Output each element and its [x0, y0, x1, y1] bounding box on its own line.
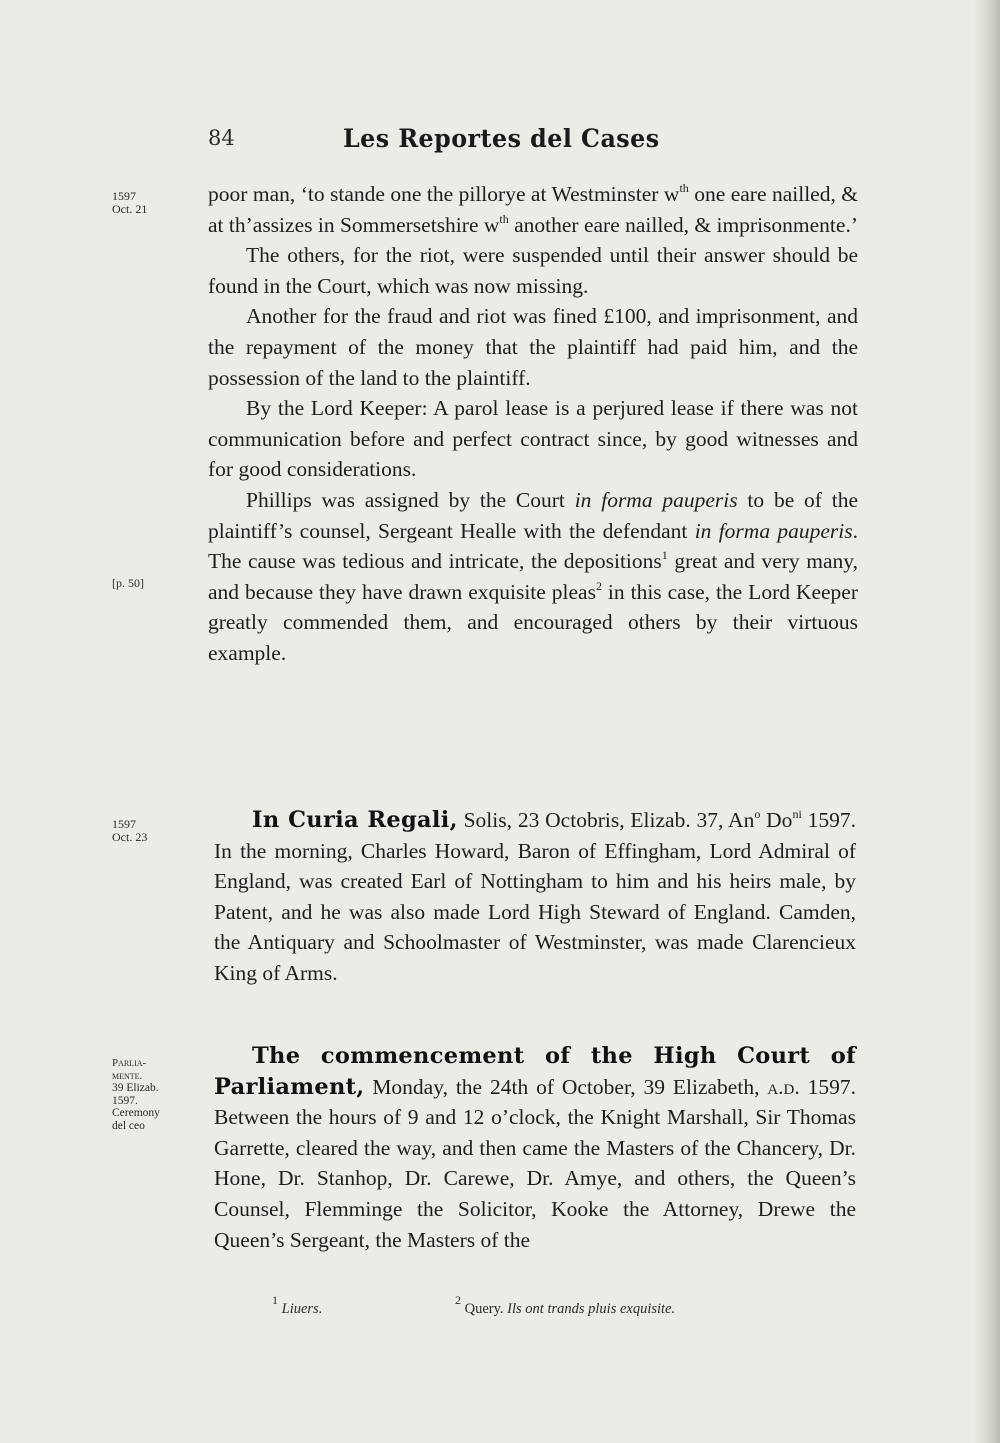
page-edge-shadow [974, 0, 1000, 1443]
margin-note-date: Oct. 21 [112, 202, 148, 216]
blackletter-heading: The commencement of the High Court of Parliament, [214, 1043, 856, 1100]
footnote-2 [455, 1293, 676, 1318]
margin-note-parliament [112, 1057, 160, 1132]
text-run: in this case, the Lord Keeper greatly commended them, and encouraged others by their virtuous example. [208, 579, 858, 665]
margin-note-text: [p. 50] [112, 576, 144, 590]
text-run: another eare nailled, & imprisonmente.’ [508, 212, 858, 237]
superscript: th [499, 211, 509, 226]
page-number: 84 [208, 126, 235, 150]
text-run: great and very many, and because they have drawn exquisite pleas [208, 549, 858, 604]
page-header [208, 126, 858, 166]
running-title: Les Reportes del Cases [343, 124, 660, 153]
paragraph-3: Another for the fraud and riot was fined £100, and imprisonment, and the repayment of the money that the plaintiff had paid him, and the possession of the land to the plaintiff. [208, 304, 858, 390]
margin-note-date: Oct. 23 [112, 830, 148, 844]
footnote-ref: 2 [595, 578, 602, 593]
superscript: th [679, 181, 689, 195]
footnote-text: Liuers. [281, 1301, 323, 1317]
text-run: to be of the plaintiff’s counsel, Sergeant Healle with the defendant [208, 487, 859, 543]
italic-phrase: in forma pauperis [694, 518, 853, 543]
text-run: Solis, 23 Octobris, Elizab. 37, An [457, 808, 755, 832]
text-run: 1597. In the morning, Charles Howard, Baron of Effingham, Lord Admiral of England, was created Earl of Nottingham to him and his heirs male, by Patent, and he was also made Lord High Steward of England. Camden, the Antiquary and Schoolmaster of Westminster, was made Clarencieux King of Arms. [214, 808, 856, 985]
footnote-italic: Ils ont trands pluis exquisite. [507, 1301, 676, 1317]
paragraph-curia-regali [214, 805, 856, 989]
footnote-text: Query. [464, 1301, 508, 1317]
superscript: ni [792, 807, 802, 821]
footnote-1 [272, 1293, 323, 1318]
margin-note-date-1 [112, 190, 147, 216]
text-block-2 [214, 805, 856, 989]
margin-note-year: 1597 [112, 189, 136, 203]
text-block-3 [214, 1041, 856, 1255]
margin-note-line: mente. [112, 1069, 143, 1082]
small-caps-text: a.d. [767, 1074, 800, 1099]
text-run: . The cause was tedious and intricate, the depositions [208, 518, 858, 574]
text-run: Do [760, 808, 793, 832]
margin-note-page-ref [112, 577, 144, 590]
margin-note-line: 1597. [112, 1094, 138, 1107]
margin-note-date-2 [112, 818, 147, 844]
blackletter-heading: In Curia Regali, [252, 807, 458, 833]
footnote-mark: 2 [455, 1293, 461, 1307]
margin-note-line: Ceremony [112, 1107, 160, 1119]
text-run: one eare nailled, & at th’assizes in Sommersetshire w [208, 182, 859, 237]
margin-note-line: del ceo [112, 1119, 145, 1132]
margin-note-year: 1597 [112, 817, 136, 831]
text-block-1 [208, 179, 858, 669]
text-run: poor man, ‘to stande one the pillorye at Westminster w [208, 182, 680, 206]
text-run: 1597. Between the hours of 9 and 12 o’clock, the Knight Marshall, Sir Thomas Garrette, cleared the way, and then came the Masters of the Chancery, Dr. Hone, Dr. Stanhop, Dr. Carewe, Dr. Amye, and others, the Queen’s Counsel, Flemminge the Solicitor, Kooke the Attorney, Drewe the Queen’s Sergeant, the Masters of the [214, 1074, 857, 1252]
italic-phrase: in forma pauperis [574, 487, 738, 512]
text-run: Phillips was assigned by the Court [246, 487, 575, 512]
paragraph-parliament [214, 1041, 856, 1255]
footnote-mark: 1 [272, 1293, 278, 1307]
superscript: o [754, 807, 761, 821]
margin-note-line: Parlia- [112, 1057, 147, 1069]
margin-note-line: 39 Elizab. [112, 1082, 159, 1094]
paragraph-4: By the Lord Keeper: A parol lease is a perjured lease if there was not communication before and perfect contract since, by good witnesses and for good considerations. [208, 396, 858, 482]
paragraph-2: The others, for the riot, were suspended until their answer should be found in the Court, which was now missing. [208, 243, 858, 298]
paragraph-5 [208, 485, 858, 669]
paragraph-1 [208, 179, 858, 240]
text-run: Monday, the 24th of October, 39 Elizabeth, [364, 1074, 768, 1099]
footnote-ref: 1 [661, 548, 668, 563]
